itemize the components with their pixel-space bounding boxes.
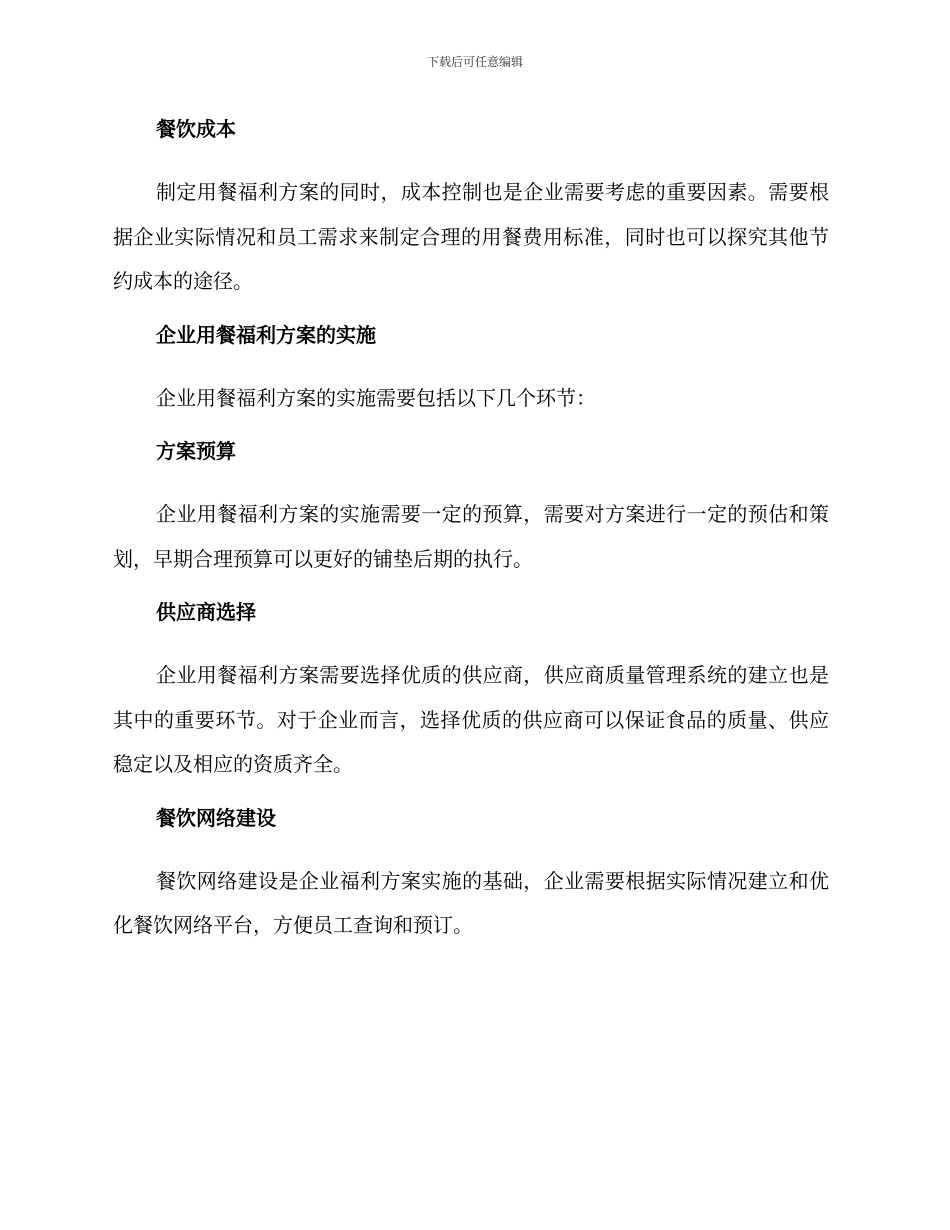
section-heading-implementation: 企业用餐福利方案的实施 bbox=[156, 322, 376, 347]
section-heading-budget: 方案预算 bbox=[156, 439, 236, 463]
section-heading-supplier: 供应商选择 bbox=[156, 600, 256, 624]
document-body bbox=[113, 112, 829, 962]
section-paragraph-budget: 企业用餐福利方案的实施需要一定的预算，需要对方案进行一定的预估和策划，早期合理预算可以更好的铺垫后期的执行。 bbox=[113, 502, 829, 571]
section-paragraph-network: 餐饮网络建设是企业福利方案实施的基础，企业需要根据实际情况建立和优化餐饮网络平台，方便员工查询和预订。 bbox=[113, 868, 829, 937]
page-header: 下载后可任意编辑 bbox=[426, 55, 523, 69]
section-paragraph-implementation: 企业用餐福利方案的实施需要包括以下几个环节： bbox=[156, 385, 596, 410]
section-heading-network: 餐饮网络建设 bbox=[156, 805, 276, 830]
section-heading-catering-cost: 餐饮成本 bbox=[156, 117, 236, 141]
section-paragraph-catering-cost: 制定用餐福利方案的同时，成本控制也是企业需要考虑的重要因素。需要根据企业实际情况和员工需求来制定合理的用餐费用标准，同时也可以探究其他节约成本的途径。 bbox=[113, 180, 829, 293]
section-paragraph-supplier: 企业用餐福利方案需要选择优质的供应商，供应商质量管理系统的建立也是其中的重要环节。对于企业而言，选择优质的供应商可以保证食品的质量、供应稳定以及相应的资质齐全。 bbox=[113, 663, 829, 776]
